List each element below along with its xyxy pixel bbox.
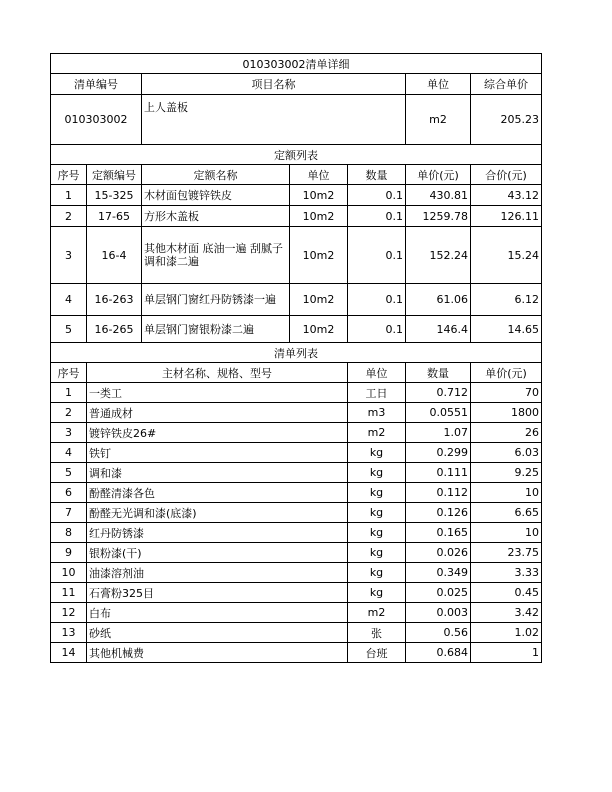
- quota-row-price: 430.81: [406, 185, 471, 206]
- bill-detail-table: [50, 53, 542, 663]
- material-row-qty: 0.165: [406, 523, 471, 543]
- materials-section-title: 清单列表: [51, 343, 542, 363]
- quota-row-name: 单层钢门窗红丹防锈漆一遍: [142, 284, 290, 316]
- quota-row-qty: 0.1: [348, 185, 406, 206]
- material-row-no: 10: [51, 563, 87, 583]
- material-row-price: 70: [471, 383, 542, 403]
- material-row-unit: kg: [348, 443, 406, 463]
- quota-row-name: 木材面包镀锌铁皮: [142, 185, 290, 206]
- material-row-price: 1.02: [471, 623, 542, 643]
- material-row-unit: kg: [348, 563, 406, 583]
- material-row-qty: 0.026: [406, 543, 471, 563]
- material-row-no: 9: [51, 543, 87, 563]
- quota-row-no: 2: [51, 206, 87, 227]
- material-row: [51, 583, 542, 603]
- material-row-name: 铁钉: [87, 443, 348, 463]
- quota-row: [51, 316, 542, 343]
- material-row-qty: 0.111: [406, 463, 471, 483]
- quota-row: [51, 185, 542, 206]
- material-row-name: 一类工: [87, 383, 348, 403]
- material-row-price: 26: [471, 423, 542, 443]
- quota-row-price: 1259.78: [406, 206, 471, 227]
- material-row-no: 12: [51, 603, 87, 623]
- material-row: [51, 443, 542, 463]
- quota-row-qty: 0.1: [348, 206, 406, 227]
- material-row-unit: m2: [348, 423, 406, 443]
- quota-col-no: 序号: [51, 165, 87, 185]
- quota-header-row: [51, 165, 542, 185]
- bill-unit: m2: [406, 95, 471, 145]
- material-row-name: 白布: [87, 603, 348, 623]
- quota-row-unit: 10m2: [290, 284, 348, 316]
- materials-header-row: [51, 363, 542, 383]
- material-row: [51, 383, 542, 403]
- quota-row: [51, 227, 542, 284]
- material-row: [51, 483, 542, 503]
- quota-row-name: 单层钢门窗银粉漆二遍: [142, 316, 290, 343]
- material-row: [51, 603, 542, 623]
- quota-col-qty: 数量: [348, 165, 406, 185]
- material-row-unit: 工日: [348, 383, 406, 403]
- material-row-name: 镀锌铁皮26#: [87, 423, 348, 443]
- material-row-name: 酚醛无光调和漆(底漆): [87, 503, 348, 523]
- quota-row-total: 6.12: [471, 284, 542, 316]
- material-row-name: 石膏粉325目: [87, 583, 348, 603]
- materials-col-name: 主材名称、规格、型号: [87, 363, 348, 383]
- quota-row-qty: 0.1: [348, 227, 406, 284]
- material-row-unit: m2: [348, 603, 406, 623]
- header-price-label: 综合单价: [471, 74, 542, 95]
- material-row-qty: 0.0551: [406, 403, 471, 423]
- material-row-unit: kg: [348, 583, 406, 603]
- material-row-price: 6.65: [471, 503, 542, 523]
- quota-col-total: 合价(元): [471, 165, 542, 185]
- bill-price: 205.23: [471, 95, 542, 145]
- material-row-qty: 0.56: [406, 623, 471, 643]
- material-row-no: 4: [51, 443, 87, 463]
- material-row-qty: 0.349: [406, 563, 471, 583]
- material-row-price: 1800: [471, 403, 542, 423]
- material-row-name: 调和漆: [87, 463, 348, 483]
- material-row: [51, 463, 542, 483]
- quota-row-price: 146.4: [406, 316, 471, 343]
- material-row-no: 3: [51, 423, 87, 443]
- quota-row: [51, 284, 542, 316]
- material-row-no: 5: [51, 463, 87, 483]
- material-row: [51, 543, 542, 563]
- material-row-name: 砂纸: [87, 623, 348, 643]
- material-row: [51, 643, 542, 663]
- quota-row: [51, 206, 542, 227]
- material-row-name: 酚醛清漆各色: [87, 483, 348, 503]
- quota-row-code: 16-263: [87, 284, 142, 316]
- material-row-price: 3.42: [471, 603, 542, 623]
- material-row-name: 其他机械费: [87, 643, 348, 663]
- material-row-unit: 台班: [348, 643, 406, 663]
- material-row-unit: kg: [348, 483, 406, 503]
- material-row-no: 7: [51, 503, 87, 523]
- material-row-unit: m3: [348, 403, 406, 423]
- material-row-no: 8: [51, 523, 87, 543]
- quota-row-total: 15.24: [471, 227, 542, 284]
- quota-row-code: 15-325: [87, 185, 142, 206]
- quota-col-price: 单价(元): [406, 165, 471, 185]
- header-unit-label: 单位: [406, 74, 471, 95]
- material-row: [51, 523, 542, 543]
- material-row-qty: 0.684: [406, 643, 471, 663]
- material-row-no: 1: [51, 383, 87, 403]
- quota-row-no: 4: [51, 284, 87, 316]
- material-row-price: 1: [471, 643, 542, 663]
- quota-row-unit: 10m2: [290, 227, 348, 284]
- material-row-unit: kg: [348, 543, 406, 563]
- material-row-no: 13: [51, 623, 87, 643]
- quota-row-unit: 10m2: [290, 316, 348, 343]
- quota-col-name: 定额名称: [142, 165, 290, 185]
- quota-col-unit: 单位: [290, 165, 348, 185]
- material-row-price: 10: [471, 523, 542, 543]
- quota-row-total: 126.11: [471, 206, 542, 227]
- quota-row-code: 16-265: [87, 316, 142, 343]
- material-row-price: 23.75: [471, 543, 542, 563]
- quota-row-total: 14.65: [471, 316, 542, 343]
- quota-row-no: 3: [51, 227, 87, 284]
- page-title: 010303002清单详细: [51, 54, 542, 74]
- material-row-qty: 0.126: [406, 503, 471, 523]
- quota-row-unit: 10m2: [290, 185, 348, 206]
- material-row-price: 10: [471, 483, 542, 503]
- material-row-price: 6.03: [471, 443, 542, 463]
- material-row-qty: 0.712: [406, 383, 471, 403]
- material-row: [51, 563, 542, 583]
- materials-col-qty: 数量: [406, 363, 471, 383]
- material-row-no: 2: [51, 403, 87, 423]
- quota-row-unit: 10m2: [290, 206, 348, 227]
- material-row-qty: 0.025: [406, 583, 471, 603]
- quota-row-code: 17-65: [87, 206, 142, 227]
- material-row-no: 11: [51, 583, 87, 603]
- material-row: [51, 403, 542, 423]
- material-row-price: 3.33: [471, 563, 542, 583]
- materials-col-unit: 单位: [348, 363, 406, 383]
- material-row-no: 6: [51, 483, 87, 503]
- quota-section-title: 定额列表: [51, 145, 542, 165]
- material-row-name: 普通成材: [87, 403, 348, 423]
- quota-row-qty: 0.1: [348, 316, 406, 343]
- bill-code: 010303002: [51, 95, 142, 145]
- material-row: [51, 503, 542, 523]
- bill-name: 上人盖板: [142, 95, 406, 145]
- quota-row-price: 61.06: [406, 284, 471, 316]
- header-name-label: 项目名称: [142, 74, 406, 95]
- material-row-unit: kg: [348, 523, 406, 543]
- material-row-name: 油漆溶剂油: [87, 563, 348, 583]
- header-code-label: 清单编号: [51, 74, 142, 95]
- material-row-qty: 0.003: [406, 603, 471, 623]
- quota-row-name: 方形木盖板: [142, 206, 290, 227]
- material-row-no: 14: [51, 643, 87, 663]
- quota-row-total: 43.12: [471, 185, 542, 206]
- material-row: [51, 423, 542, 443]
- quota-row-qty: 0.1: [348, 284, 406, 316]
- material-row-name: 银粉漆(干): [87, 543, 348, 563]
- material-row-price: 9.25: [471, 463, 542, 483]
- quota-row-name: 其他木材面 底油一遍 刮腻子 调和漆二遍: [142, 227, 290, 284]
- material-row-price: 0.45: [471, 583, 542, 603]
- material-row-qty: 0.112: [406, 483, 471, 503]
- quota-row-no: 5: [51, 316, 87, 343]
- quota-row-no: 1: [51, 185, 87, 206]
- material-row-name: 红丹防锈漆: [87, 523, 348, 543]
- material-row-qty: 0.299: [406, 443, 471, 463]
- material-row-unit: kg: [348, 503, 406, 523]
- material-row-qty: 1.07: [406, 423, 471, 443]
- materials-col-price: 单价(元): [471, 363, 542, 383]
- material-row: [51, 623, 542, 643]
- quota-row-code: 16-4: [87, 227, 142, 284]
- quota-col-code: 定额编号: [87, 165, 142, 185]
- materials-col-no: 序号: [51, 363, 87, 383]
- material-row-unit: 张: [348, 623, 406, 643]
- material-row-unit: kg: [348, 463, 406, 483]
- quota-row-price: 152.24: [406, 227, 471, 284]
